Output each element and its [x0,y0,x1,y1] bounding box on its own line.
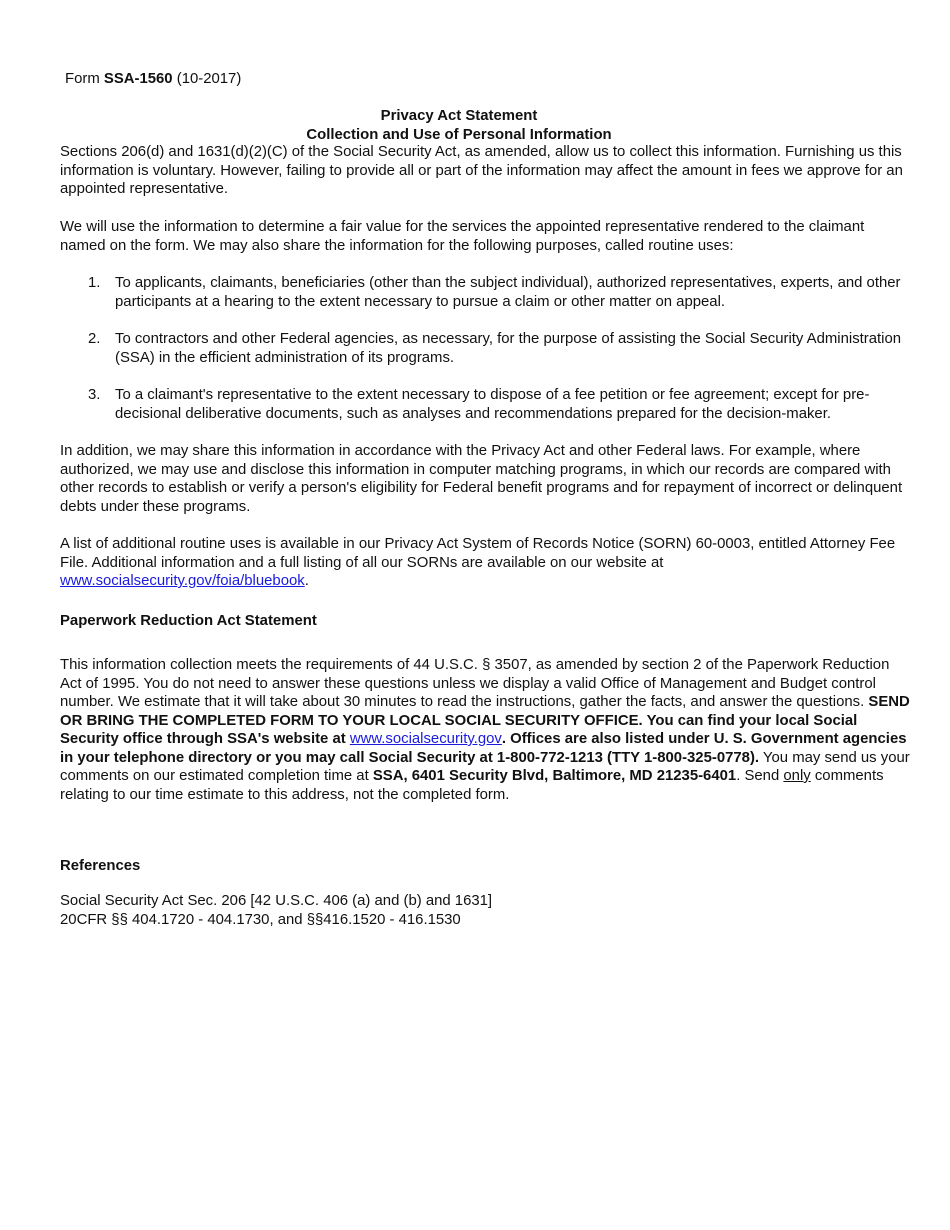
references-heading: References [60,858,141,874]
paperwork-text-4: comments relating to our time estimate to this address, not the completed form. [60,768,884,803]
list-item [60,330,910,367]
paperwork-text-1: This information collection meets the requirements of 44 U.S.C. § 3507, as amended by section 2 of the Paperwork Reduction Act of 1995. You do not need to answer these questions unless we display a valid Office of Management and Budget control number. We estimate that it will take about 30 minutes to read the instructions, gather the facts, and answer the questions. [60,657,890,710]
paperwork-bold-2: . Offices are also listed under U. S. Government agencies in your telephone directory or you may call Social Security at 1-800-772-1213 (TTY 1-800-325-0778). [60,731,907,766]
form-prefix: Form [65,71,104,87]
paperwork-heading: Paperwork Reduction Act Statement [60,613,317,629]
privacy-paragraph-2: We will use the information to determine a fair value for the services the appointed representative rendered to the claimant named on the form. We may also share the information for the following purposes, called routine uses: [60,219,865,254]
sorn-text: A list of additional routine uses is available in our Privacy Act System of Records Notice (SORN) 60-0003, entitled Attorney Fee File. Additional information and a full listing of all our SORNs are available on our website at [60,536,896,571]
routine-uses-list-3 [60,386,910,423]
list-item-number: 3. [88,387,101,403]
list-item-text: To contractors and other Federal agencies, as necessary, for the purpose of assisting the Social Security Administration (SSA) in the efficient administration of its programs. [115,331,902,366]
routine-uses-list [60,274,910,311]
bluebook-link[interactable]: www.socialsecurity.gov/foia/bluebook [60,573,305,589]
paperwork-paragraph [60,656,910,804]
form-date: (10-2017) [172,71,242,87]
routine-uses-list-2 [60,330,910,367]
privacy-subtitle: Collection and Use of Personal Information [306,126,612,143]
reference-line-2: 20CFR §§ 404.1720 - 404.1730, and §§416.1520 - 416.1530 [60,911,461,928]
list-item-text: To applicants, claimants, beneficiaries (other than the subject individual), authorized representatives, experts, and other participants at a hearing to the extent necessary to pursue a claim or other matter on appeal. [115,275,901,310]
form-number: SSA-1560 [103,71,173,87]
reference-line-1: Social Security Act Sec. 206 [42 U.S.C. 406 (a) and (b) and 1631] [60,893,493,909]
only-underlined: only [783,768,811,784]
list-item-number: 2. [88,331,101,347]
references-list [60,892,910,929]
privacy-paragraph-4 [60,535,910,591]
list-item-text: To a claimant's representative to the extent necessary to dispose of a fee petition or fee agreement; except for pre-decisional deliberative documents, such as analyses and recommendations prepared for the decision-maker. [115,387,870,422]
ssa-website-link[interactable]: www.socialsecurity.gov [349,731,502,747]
paperwork-text-3: . Send [736,768,784,784]
list-item [60,386,910,423]
privacy-title: Privacy Act Statement [380,108,538,124]
privacy-paragraph-1: Sections 206(d) and 1631(d)(2)(C) of the Social Security Act, as amended, allow us to collect this information. Furnishing us this information is voluntary. However, failing to provide all or part of the information may affect the amount in fees we approve for an appointed representative. [60,144,903,197]
sorn-end: . [304,573,309,589]
privacy-paragraph-3: In addition, we may share this information in accordance with the Privacy Act and other Federal laws. For example, where authorized, we may use and disclose this information in computer matching programs, in which our records are compared with other records to establish or verify a person's eligibility for Federal benefit programs and for repayment of incorrect or delinquent debts under these programs. [60,443,903,515]
list-item [60,274,910,311]
ssa-address: SSA, 6401 Security Blvd, Baltimore, MD 21235-6401 [372,768,737,784]
list-item-number: 1. [88,275,101,291]
form-identifier [65,70,241,89]
paperwork-text-2: You may send us your comments on our estimated completion time at [60,749,910,784]
privacy-title-block [0,107,918,144]
paperwork-bold-1: SEND OR BRING THE COMPLETED FORM TO YOUR LOCAL SOCIAL SECURITY OFFICE. You can find your local Social Security office through SSA's website at [60,694,910,747]
